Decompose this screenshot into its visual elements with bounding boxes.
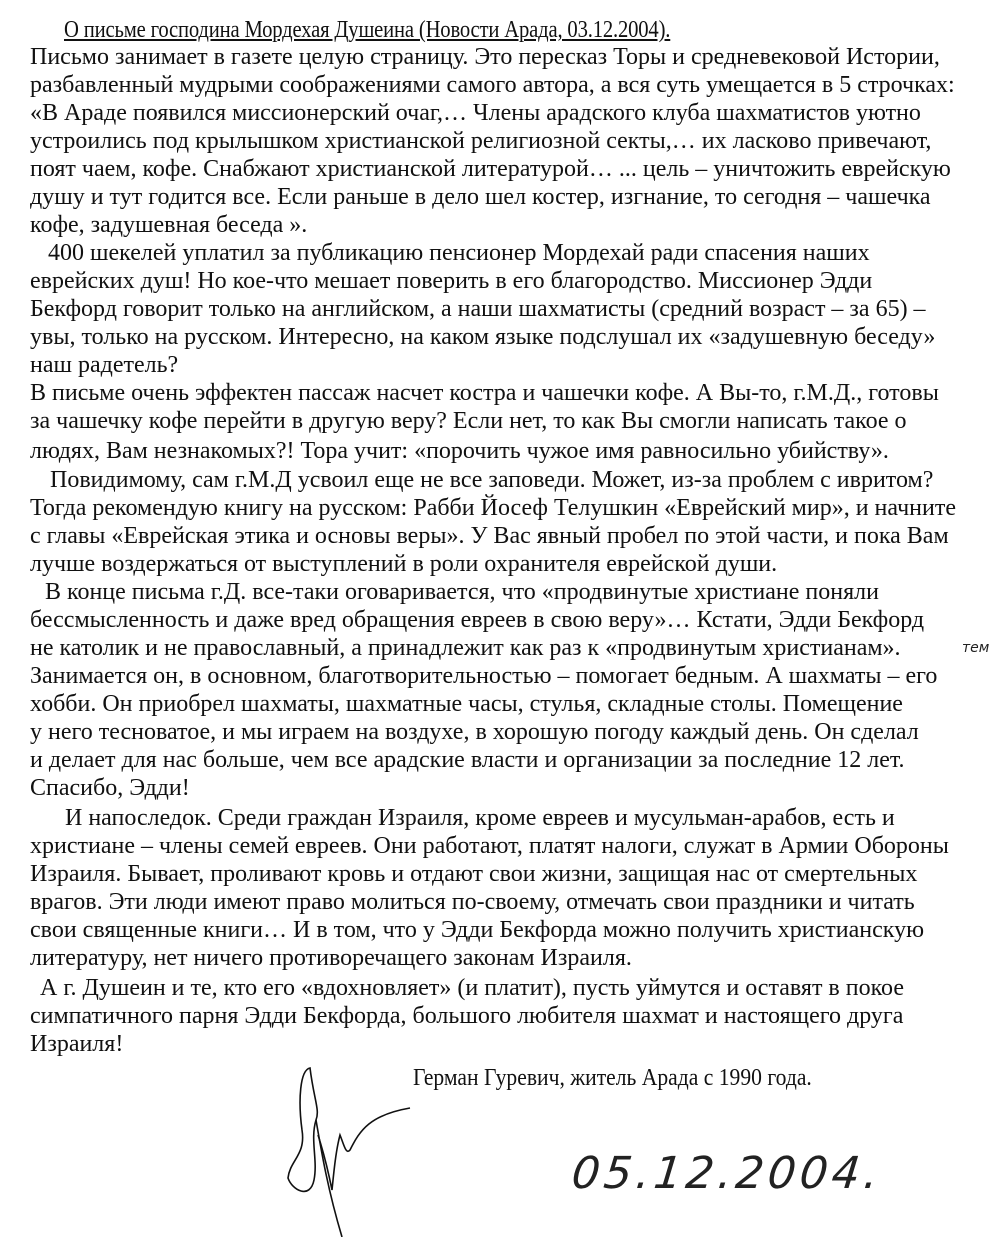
text-line: В письме очень эффектен пассаж насчет костра и чашечки кофе. А Вы-то, г.М.Д., готовы (30, 380, 939, 406)
text-line: Бекфорд говорит только на английском, а наши шахматисты (средний возраст – за 65) – (30, 296, 926, 322)
text-line: еврейских душ! Но кое-что мешает поверить в его благородство. Миссионер Эдди (30, 268, 873, 294)
text-line: Занимается он, в основном, благотворительностью – помогает бедным. А шахматы – его (30, 663, 938, 689)
text-line: душу и тут годится все. Если раньше в дело шел костер, изгнание, то сегодня – чашечка (30, 184, 931, 210)
text-line: за чашечку кофе перейти в другую веру? Если нет, то как Вы смогли написать такое о (30, 408, 907, 434)
text-line: «В Араде появился миссионерский очаг,… Члены арадского клуба шахматистов уютно (30, 100, 921, 126)
text-line: симпатичного парня Эдди Бекфорда, большого любителя шахмат и настоящего друга (30, 1003, 904, 1029)
text-line: Тогда рекомендую книгу на русском: Рабби Йосеф Телушкин «Еврейский мир», и начните (30, 495, 956, 521)
text-line: Израиля! (30, 1031, 124, 1057)
text-line: разбавленный мудрыми соображениями самого автора, а вся суть умещается в 5 строчках: (30, 72, 955, 98)
text-line: наш радетель? (30, 352, 179, 378)
text-line: В конце письма г.Д. все-таки оговаривается, что «продвинутые христиане поняли (45, 579, 879, 605)
text-line: Письмо занимает в газете целую страницу. Это пересказ Торы и средневековой Истории, (30, 44, 940, 70)
handwritten-signature (270, 1060, 430, 1237)
text-line: лучше воздержаться от выступлений в роли охранителя еврейской души. (30, 551, 778, 577)
text-line: И напоследок. Среди граждан Израиля, кроме евреев и мусульман-арабов, есть и (65, 805, 895, 831)
handwritten-date: 05.12.2004. (569, 1148, 885, 1199)
text-line: поят чаем, кофе. Снабжают христианской литературой… ... цель – уничтожить еврейскую (30, 156, 951, 182)
text-line: увы, только на русском. Интересно, на каком языке подслушал их «задушевную беседу» (30, 324, 936, 350)
text-line: не католик и не православный, а принадлежит как раз к «продвинутым христианам». (30, 635, 901, 661)
text-line: христиане – члены семей евреев. Они работают, платят налоги, служат в Армии Обороны (30, 833, 949, 859)
text-line: А г. Душеин и те, кто его «вдохновляет» (и платит), пусть уймутся и оставят в покое (40, 975, 904, 1001)
text-line: Израиля. Бывает, проливают кровь и отдают свои жизни, защищая нас от смертельных (30, 861, 918, 887)
text-line: 400 шекелей уплатил за публикацию пенсионер Мордехай ради спасения наших (48, 240, 870, 266)
author-signature-line: Герман Гуревич, житель Арада с 1990 года. (413, 1065, 812, 1091)
text-line: бессмысленность и даже вред обращения евреев в свою веру»… Кстати, Эдди Бекфорд (30, 607, 925, 633)
text-line: литературу, нет ничего противоречащего законам Израиля. (30, 945, 632, 971)
text-line: кофе, задушевная беседа ». (30, 212, 308, 238)
handwritten-insertion: тем (962, 640, 990, 656)
text-line: врагов. Эти люди имеют право молиться по-своему, отмечать свои праздники и читать (30, 889, 915, 915)
letter-title: О письме господина Мордехая Душеина (Новости Арада, 03.12.2004). (64, 17, 671, 43)
text-line: с главы «Еврейская этика и основы веры». У Вас явный пробел по этой части, и пока Вам (30, 523, 949, 549)
text-line: свои священные книги… И в том, что у Эдди Бекфорда можно получить христианскую (30, 917, 925, 943)
text-line: Повидимому, сам г.М.Д усвоил еще не все заповеди. Может, из-за проблем с ивритом? (50, 467, 934, 493)
text-line: и делает для нас больше, чем все арадские власти и организации за последние 12 лет. (30, 747, 905, 773)
text-line: Спасибо, Эдди! (30, 775, 190, 801)
text-line: людях, Вам незнакомых?! Тора учит: «порочить чужое имя равносильно убийству». (30, 438, 889, 464)
text-line: устроились под крылышком христианской религиозной секты,… их ласково привечают, (30, 128, 932, 154)
text-line: у него тесноватое, и мы играем на воздухе, в хорошую погоду каждый день. Он сделал (30, 719, 919, 745)
text-line: хобби. Он приобрел шахматы, шахматные часы, стулья, складные столы. Помещение (30, 691, 903, 717)
